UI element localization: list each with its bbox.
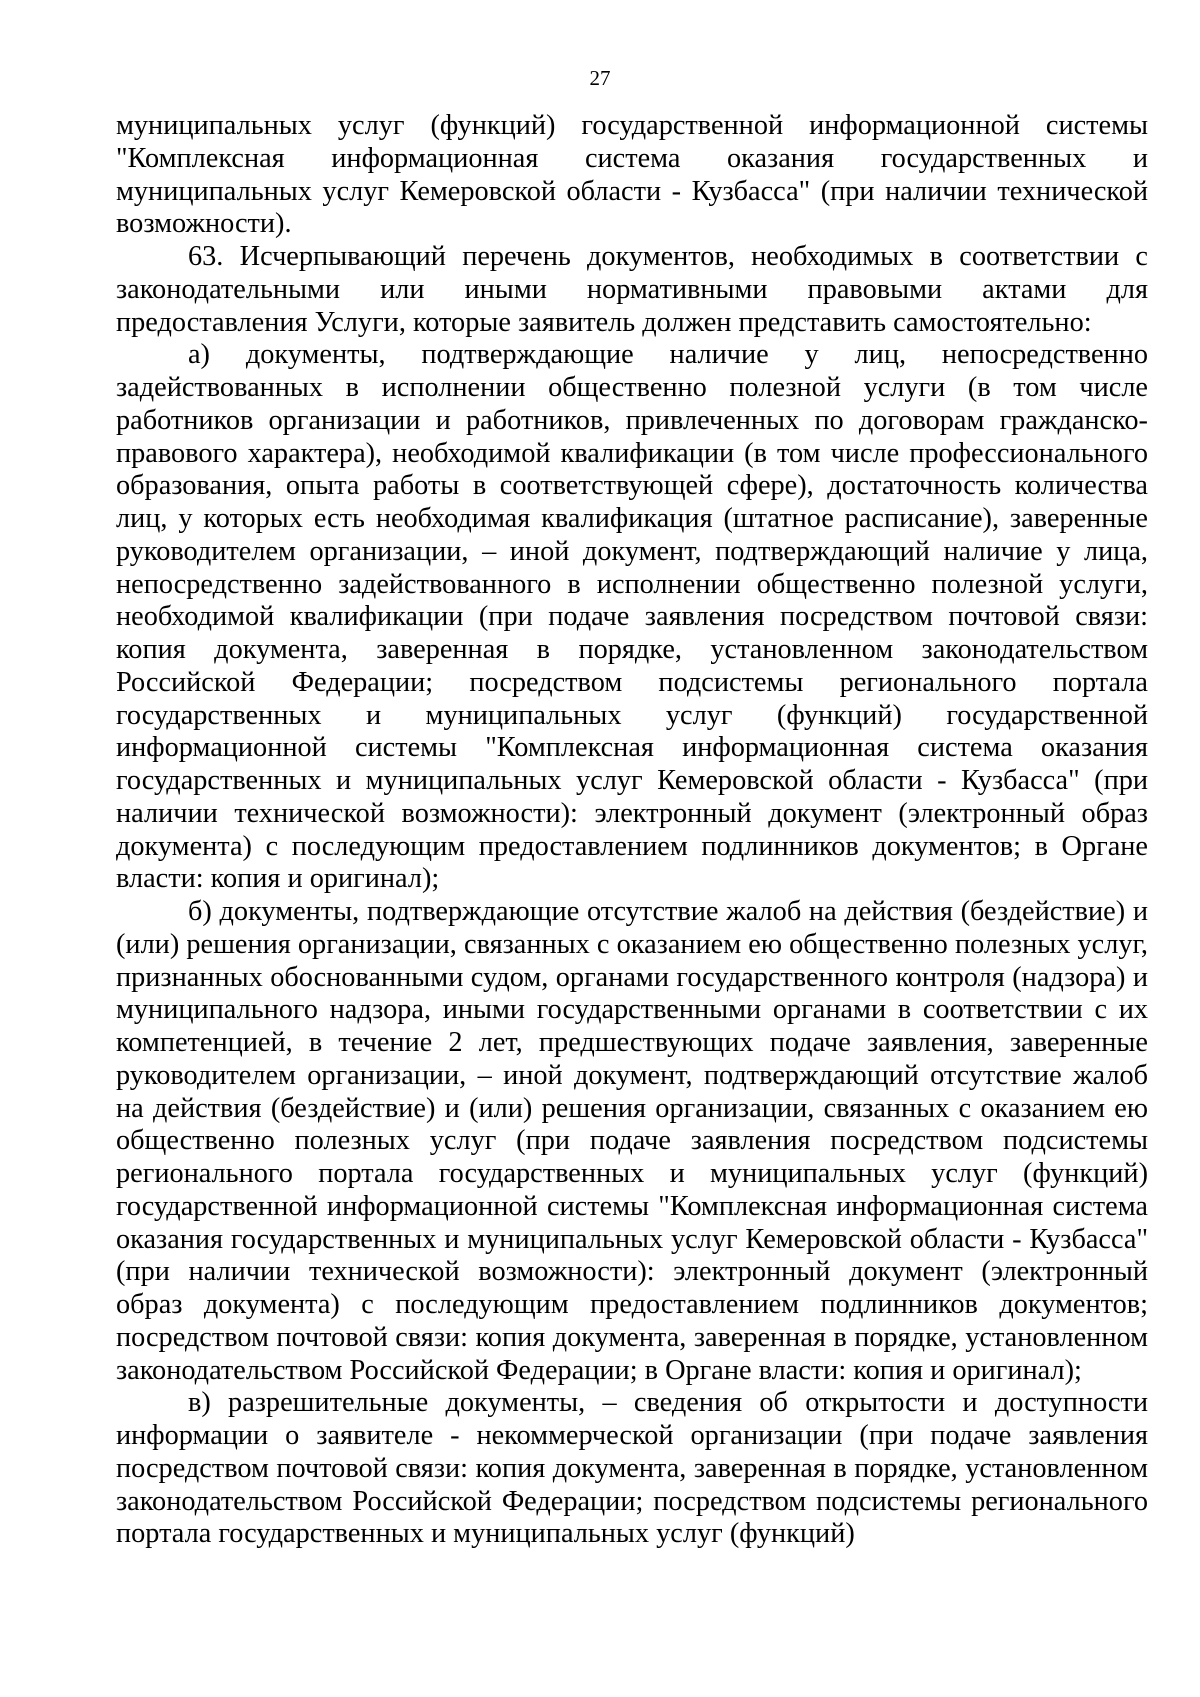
paragraph-subitem-v: в) разрешительные документы, – сведения об открытости и доступности информации о заявителе - некоммерческой организации (при подаче заявления посредством почтовой связи: копия документа, заверенная в порядке, установленном законодательством Российской Федерации; посредством подсистемы регионального портала государственных и муниципальных услуг (функций): [116, 1387, 1148, 1550]
page-number: 27: [589, 66, 611, 90]
paragraph-item-63: 63. Исчерпывающий перечень документов, необходимых в соответствии с законодательными или иными нормативными правовыми актами для предоставления Услуги, которые заявитель должен представить самостоятельно:: [116, 241, 1148, 338]
document-body: [116, 110, 1148, 1551]
paragraph-continuation: муниципальных услуг (функций) государственной информационной системы "Комплексная информационная система оказания государственных и муниципальных услуг Кемеровской области - Кузбасса" (при наличии технической возможности).: [116, 110, 1148, 240]
paragraph-subitem-b: б) документы, подтверждающие отсутствие жалоб на действия (бездействие) и (или) решения организации, связанных с оказанием ею общественно полезных услуг, признанных обоснованными судом, органами государственного контроля (надзора) и муниципального надзора, иными государственными органами в соответствии с их компетенцией, в течение 2 лет, предшествующих подаче заявления, заверенные руководителем организации, – иной документ, подтверждающий отсутствие жалоб на действия (бездействие) и (или) решения организации, связанных с оказанием ею общественно полезных услуг (при подаче заявления посредством подсистемы регионального портала государственных и муниципальных услуг (функций) государственной информационной системы "Комплексная информационная система оказания государственных и муниципальных услуг Кемеровской области - Кузбасса" (при наличии технической возможности): электронный документ (электронный образ документа) с последующим предоставлением подлинников документов; посредством почтовой связи: копия документа, заверенная в порядке, установленном законодательством Российской Федерации; в Органе власти: копия и оригинал);: [116, 896, 1148, 1386]
paragraph-subitem-a: а) документы, подтверждающие наличие у лиц, непосредственно задействованных в исполнении общественно полезной услуги (в том числе работников организации и работников, привлеченных по договорам гражданско-правового характера), необходимой квалификации (в том числе профессионального образования, опыта работы в соответствующей сфере), достаточность количества лиц, у которых есть необходимая квалификация (штатное расписание), заверенные руководителем организации, – иной документ, подтверждающий наличие у лица, непосредственно задействованного в исполнении общественно полезной услуги, необходимой квалификации (при подаче заявления посредством почтовой связи: копия документа, заверенная в порядке, установленном законодательством Российской Федерации; посредством подсистемы регионального портала государственных и муниципальных услуг (функций) государственной информационной системы "Комплексная информационная система оказания государственных и муниципальных услуг Кемеровской области - Кузбасса" (при наличии технической возможности): электронный документ (электронный образ документа) с последующим предоставлением подлинников документов; в Органе власти: копия и оригинал);: [116, 339, 1148, 895]
